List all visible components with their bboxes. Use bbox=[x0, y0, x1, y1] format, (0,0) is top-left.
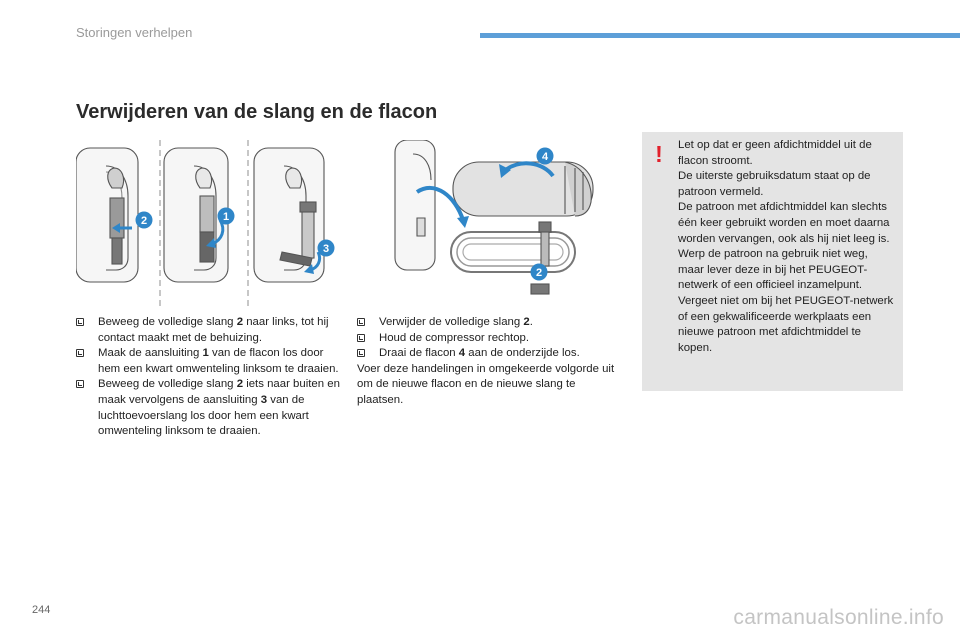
step-2 bbox=[357, 331, 622, 347]
svg-text:4: 4 bbox=[541, 151, 549, 163]
svg-text:2: 2 bbox=[140, 215, 148, 227]
step-text: Draai de flacon bbox=[379, 347, 459, 360]
checkbox-icon bbox=[357, 334, 365, 342]
step-1 bbox=[357, 315, 622, 331]
warning-text: Let op dat er geen afdichtmiddel uit de flacon stroomt. De uiterste gebruiksdatum staat op de patroon vermeld. De patroon met afdichtmiddel kan slechts één keer gebruikt worden en moet daarna worden vervangen, ook als hij niet leeg is. Werp de patroon na gebruik niet weg, maar lever deze in bij het PEUGEOT-netwerk of een officieel inzamelpunt. Vergeet niet om bij het PEUGEOT-netwerk of een gekwalificeerde werkplaats een nieuwe patroon met afdichtmiddel te kopen. bbox=[678, 139, 894, 354]
callout-3 bbox=[318, 240, 335, 257]
callout-2-hose bbox=[531, 264, 548, 281]
section-header: Storingen verhelpen bbox=[76, 25, 193, 40]
step-1 bbox=[76, 315, 341, 346]
step-3 bbox=[76, 377, 341, 439]
page-title: Verwijderen van de slang en de flacon bbox=[76, 101, 438, 123]
step-text: Verwijder de volledige slang bbox=[379, 316, 524, 328]
callout-2 bbox=[136, 212, 153, 229]
step-text: Beweeg de volledige slang bbox=[98, 316, 237, 328]
svg-text:3: 3 bbox=[322, 243, 330, 255]
part-number: 1 bbox=[202, 347, 209, 360]
watermark: carmanualsonline.info bbox=[733, 606, 944, 629]
checkbox-icon bbox=[76, 380, 84, 388]
step-text: van de flacon los door hem een kwart omwenteling linksom te draaien. bbox=[98, 347, 339, 375]
step-text: Beweeg de volledige slang bbox=[98, 378, 237, 391]
step-text: aan de onderzijde los. bbox=[465, 347, 580, 360]
part-number: 3 bbox=[260, 393, 268, 406]
section-accent-bar bbox=[480, 33, 960, 38]
instructions-column-2 bbox=[357, 315, 622, 409]
checkbox-icon bbox=[357, 349, 365, 357]
instructions-column-1 bbox=[76, 315, 341, 440]
part-number: 2 bbox=[236, 378, 244, 391]
step-text: iets naar buiten en maak vervolgens de aansluiting bbox=[98, 378, 340, 406]
hose-removal-illustration bbox=[76, 140, 346, 308]
callout-4 bbox=[537, 148, 554, 165]
step-2 bbox=[76, 346, 341, 377]
svg-text:2: 2 bbox=[535, 267, 543, 279]
checkbox-icon bbox=[76, 349, 84, 357]
flacon-removal-illustration bbox=[355, 140, 620, 308]
step-text: . bbox=[529, 316, 533, 328]
step-text: naar links, tot hij contact maakt met de behuizing. bbox=[98, 316, 329, 344]
step-text: Houd de compressor rechtop. bbox=[379, 331, 530, 344]
part-number: 2 bbox=[236, 316, 244, 328]
part-number: 4 bbox=[458, 347, 466, 360]
exclamation-icon: ! bbox=[655, 141, 663, 167]
svg-text:1: 1 bbox=[222, 211, 230, 223]
checkbox-icon bbox=[76, 318, 84, 326]
step-text: van de luchttoevoerslang los door hem een kwart omwenteling linksom te draaien. bbox=[98, 393, 309, 438]
step-text: Maak de aansluiting bbox=[98, 347, 203, 360]
warning-box bbox=[642, 132, 903, 391]
step-3 bbox=[357, 346, 622, 362]
page-number: 244 bbox=[32, 604, 51, 616]
reassembly-note: Voer deze handelingen in omgekeerde volgorde uit om de nieuwe flacon en de nieuwe slang te plaatsen. bbox=[357, 362, 615, 406]
checkbox-icon bbox=[357, 318, 365, 326]
callout-1 bbox=[218, 208, 235, 225]
part-number: 2 bbox=[523, 316, 530, 328]
